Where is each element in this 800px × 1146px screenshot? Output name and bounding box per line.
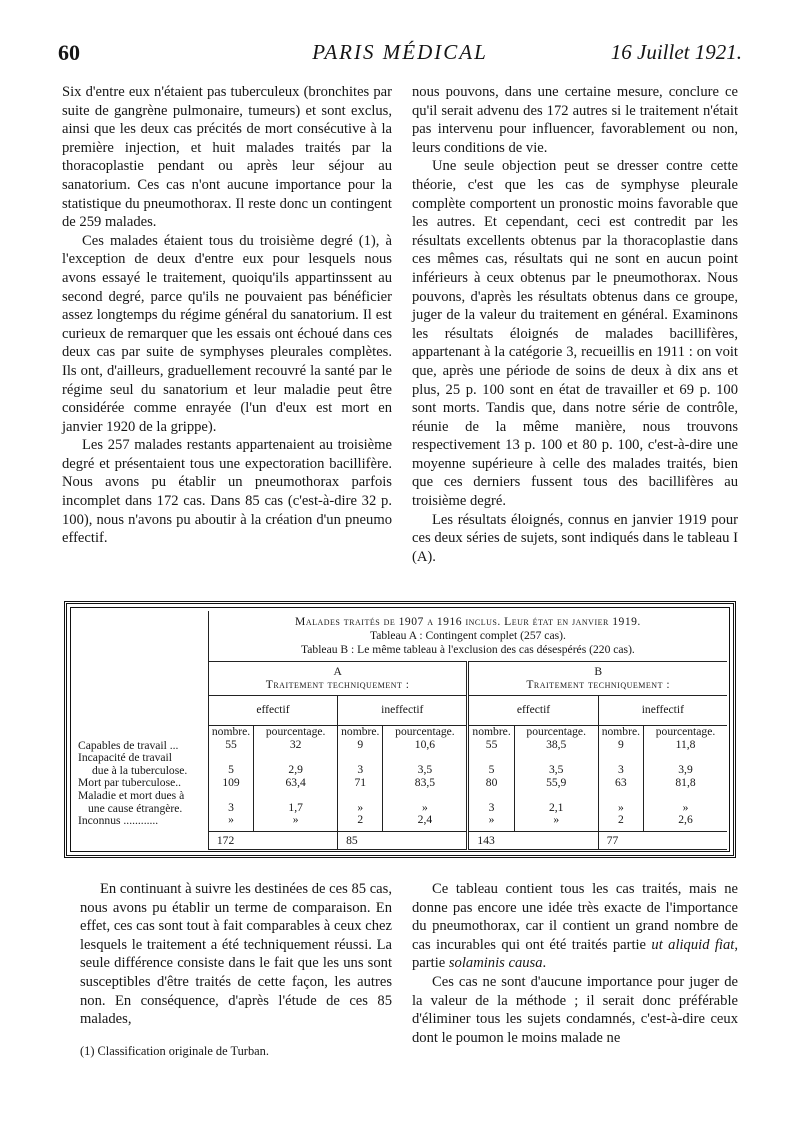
total-a-effectif: 172 xyxy=(208,832,337,850)
group-b-letter: B xyxy=(594,665,603,678)
a-effectif-header: effectif xyxy=(208,696,337,726)
text-run: . xyxy=(542,955,547,972)
cell: 38,5 xyxy=(546,737,567,751)
table-caption-b: Tableau B : Le même tableau à l'exclusion des cas désespérés (220 cas). xyxy=(301,643,635,656)
cell xyxy=(341,789,379,802)
col-b-ineff-nombre xyxy=(598,726,643,832)
text-run: Ce tableau contient tous les cas traités, mais ne donne pas encore une idée très exacte de l'importance du pneumothorax, car il contient un grand nombre de cas incurables qui ont été traités partie xyxy=(412,881,738,953)
paragraph: Une seule objection peut se dresser contre cette théorie, c'est que les cas de symphyse pleurale complète comportent un pronostic moins favorable que les autres. Et cependant, ceci est contredit par les résultats excellents obtenus par la thoracoplastie dans ces mêmes cas, résultats qui ne sont en aucun point inférieurs à ceux obtenus par le pneumothorax. Nous pouvons, d'après les résultats obtenus dans ce groupe, juger de la valeur du traitement en général. Examinons les résultats éloignés de malades bacillifères, appartenant à la catégorie 3, recueillis en 1911 : on voit que, après une période de soins de deux à dix ans et plus, 25 p. 100 sont en état de travailler et 69 p. 100 sont morts. Tandis que, dans notre série de contrôle, réunie de la même manière, nous trouvons respectivement 13 p. 100 et 80 p. 100, c'est-à-dire une moyenne supérieure à celle des malades traités, bien que ces derniers fussent tous des bacillifères au troisième degré. xyxy=(412,158,738,510)
group-a-label: Traitement techniquement : xyxy=(265,677,410,691)
running-header xyxy=(58,40,742,66)
row-label: Maladie et mort dues à xyxy=(78,789,185,803)
paragraph: En continuant à suivre les destinées de ces 85 cas, nous avons pu établir un terme de comparaison. En effet, ces cas sont tout à fait comparables à ceux chez lesquels le traitement a été techniquement réussi. La seule différence consiste dans le fait que les uns sont susceptibles d'être traités de cette façon, les autres non. En conséquence, d'après l'étude de ces 85 malades, xyxy=(80,881,392,1028)
bottom-right-column xyxy=(412,880,738,1047)
cell: 32 xyxy=(289,737,302,751)
cell: 3,5 xyxy=(417,762,433,776)
cell: 80 xyxy=(485,775,498,789)
right-column xyxy=(412,83,738,566)
cell: » xyxy=(682,800,689,814)
bottom-left-column xyxy=(80,880,392,1029)
paragraph: Six d'entre eux n'étaient pas tuberculeux (bronchites par suite de gangrène pulmonaire, tumeurs) et sont exclus, ainsi que les deux cas précités de mort consécutive à la première injection, et huit malades traités par la thoracoplastie pendant ou après leur séjour au sanatorium. Ces cas n'ont aucune importance pour la statistique du pneumothorax. Il reste donc un contingent de 259 malades. xyxy=(62,84,392,231)
cell xyxy=(647,789,724,802)
cell: 109 xyxy=(222,775,240,789)
col-header-pourcentage: pourcentage. xyxy=(526,725,586,739)
table-caption-title: Malades traités de 1907 a 1916 inclus. Leur état en janvier 1919. xyxy=(295,615,641,628)
cell: 3 xyxy=(357,762,364,776)
group-a-letter: A xyxy=(333,665,342,678)
total-a-ineffectif: 85 xyxy=(338,832,468,850)
cell: 3 xyxy=(488,800,495,814)
cell: 5 xyxy=(488,762,495,776)
cell: 71 xyxy=(354,775,367,789)
col-header-pourcentage: pourcentage. xyxy=(655,725,716,739)
cell: 3,9 xyxy=(678,762,693,776)
row-label: une cause étrangère. xyxy=(88,801,183,815)
col-b-ineff-pct xyxy=(644,726,727,832)
cell: » xyxy=(488,813,495,827)
cell xyxy=(257,789,334,802)
cell: 55 xyxy=(485,737,498,751)
total-b-effectif: 143 xyxy=(468,832,598,850)
cell: » xyxy=(292,813,299,827)
cell: 63,4 xyxy=(285,775,306,789)
cell: 1,7 xyxy=(288,800,303,814)
table-caption-a: Tableau A : Contingent complet (257 cas). xyxy=(369,629,566,642)
cell xyxy=(386,789,463,802)
cell: 55 xyxy=(225,737,237,751)
b-ineffectif-header: ineffectif xyxy=(598,696,727,726)
group-b-header xyxy=(468,662,727,696)
col-b-eff-pct xyxy=(514,726,598,832)
b-effectif-header: effectif xyxy=(468,696,598,726)
results-table-frame xyxy=(64,601,736,858)
journal-title: PARIS MÉDICAL xyxy=(312,40,488,64)
cell xyxy=(472,789,510,802)
a-ineffectif-header: ineffectif xyxy=(338,696,468,726)
latin-phrase: solaminis causa xyxy=(448,955,543,972)
col-header-nombre: nombre. xyxy=(341,725,380,739)
left-column xyxy=(62,83,392,548)
cell: 83,5 xyxy=(414,775,436,789)
cell: 81,8 xyxy=(675,775,696,789)
cell: » xyxy=(422,800,428,814)
group-a-header xyxy=(208,662,468,696)
cell xyxy=(212,789,250,802)
cell: 2 xyxy=(357,813,364,827)
row-label: Incapacité de travail xyxy=(78,751,172,765)
col-header-pourcentage: pourcentage. xyxy=(395,725,455,739)
col-header-nombre: nombre. xyxy=(211,725,251,739)
col-header-pourcentage: pourcentage. xyxy=(265,725,326,739)
footnote: (1) Classification originale de Turban. xyxy=(80,1044,269,1058)
cell: 55,9 xyxy=(546,775,567,789)
col-b-eff-nombre xyxy=(468,726,514,832)
cell xyxy=(518,789,595,802)
paragraph: nous pouvons, dans une certaine mesure, conclure ce qu'il serait advenu des 172 autres si le traitement n'était pas intervenu pour influencer, favorablement ou non, leurs conditions de vie. xyxy=(412,84,738,156)
cell: 2 xyxy=(617,813,624,827)
results-table xyxy=(75,611,727,850)
cell: 10,6 xyxy=(414,737,436,751)
cell: » xyxy=(553,813,560,827)
cell: 9 xyxy=(617,737,624,751)
cell: 3 xyxy=(617,762,624,776)
text-run: , partie xyxy=(412,936,738,972)
paragraph: Ces cas ne sont d'aucune importance pour juger de la valeur de la méthode ; il serait donc préférable d'éliminer tous les sujets condamnés, c'est-à-dire ceux dont le poumon le moins malade ne xyxy=(412,973,738,1046)
cell: 2,4 xyxy=(417,813,433,827)
row-label: Capables de travail ... xyxy=(78,738,179,752)
cell: » xyxy=(228,813,234,827)
cell xyxy=(602,789,640,802)
cell: 3 xyxy=(228,800,234,814)
latin-phrase: ut aliquid fiat xyxy=(651,936,735,953)
cell: 63 xyxy=(615,775,627,789)
row-label: Inconnus ............ xyxy=(78,814,159,828)
col-header-nombre: nombre. xyxy=(472,725,511,739)
cell: » xyxy=(357,800,364,814)
cell: 2,6 xyxy=(678,813,693,827)
cell: 3,5 xyxy=(548,762,564,776)
page-number: 60 xyxy=(58,40,80,65)
cell: » xyxy=(617,800,624,814)
paragraph: Les 257 malades restants appartenaient au troisième degré et présentaient tous une expectoration bacillifère. Nous avons pu établir un pneumothorax parfois incomplet dans 172 cas. Dans 85 cas (c'est-à-dire 32 p. 100), nous n'avons pu aboutir à la création d'un pneumo effectif. xyxy=(62,437,392,547)
issue-date: 16 Juillet 1921. xyxy=(610,40,742,64)
paragraph xyxy=(412,880,738,973)
col-header-nombre: nombre. xyxy=(601,725,641,739)
cell: 2,1 xyxy=(548,800,564,814)
row-label: Mort par tuberculose.. xyxy=(78,776,182,790)
col-a-eff-pct xyxy=(254,726,338,832)
cell: 11,8 xyxy=(675,737,696,751)
col-a-eff-nombre xyxy=(208,726,253,832)
row-labels xyxy=(75,726,208,850)
group-b-label: Traitement techniquement : xyxy=(526,677,671,691)
table-caption xyxy=(208,611,727,662)
paragraph: Ces malades étaient tous du troisième degré (1), à l'exception de deux d'entre eux pour lesquels nous avons essayé le traitement, quoiqu'ils appartinssent au second degré, parce qu'ils ne pouvaient pas bénéficier assez longtemps du régime général du sanatorium. Il est curieux de remarquer que les essais ont échoué dans ces deux cas par suite de symphyses pleurales complètes. Ils ont, d'ailleurs, graduellement recouvré la santé par le régime seul du sanatorium et leur maladie peut être considérée comme enrayée (l'un d'eux est mort en janvier 1920 de la grippe). xyxy=(62,232,392,435)
total-b-ineffectif: 77 xyxy=(598,832,727,850)
paragraph: Les résultats éloignés, connus en janvier 1919 pour ces deux séries de sujets, sont indiqués dans le tableau I (A). xyxy=(412,511,738,565)
cell: 5 xyxy=(228,762,234,776)
col-a-ineff-nombre xyxy=(338,726,383,832)
col-a-ineff-pct xyxy=(383,726,468,832)
cell: 2,9 xyxy=(288,762,303,776)
cell: 9 xyxy=(357,737,364,751)
row-label: due à la tuberculose. xyxy=(92,763,188,777)
